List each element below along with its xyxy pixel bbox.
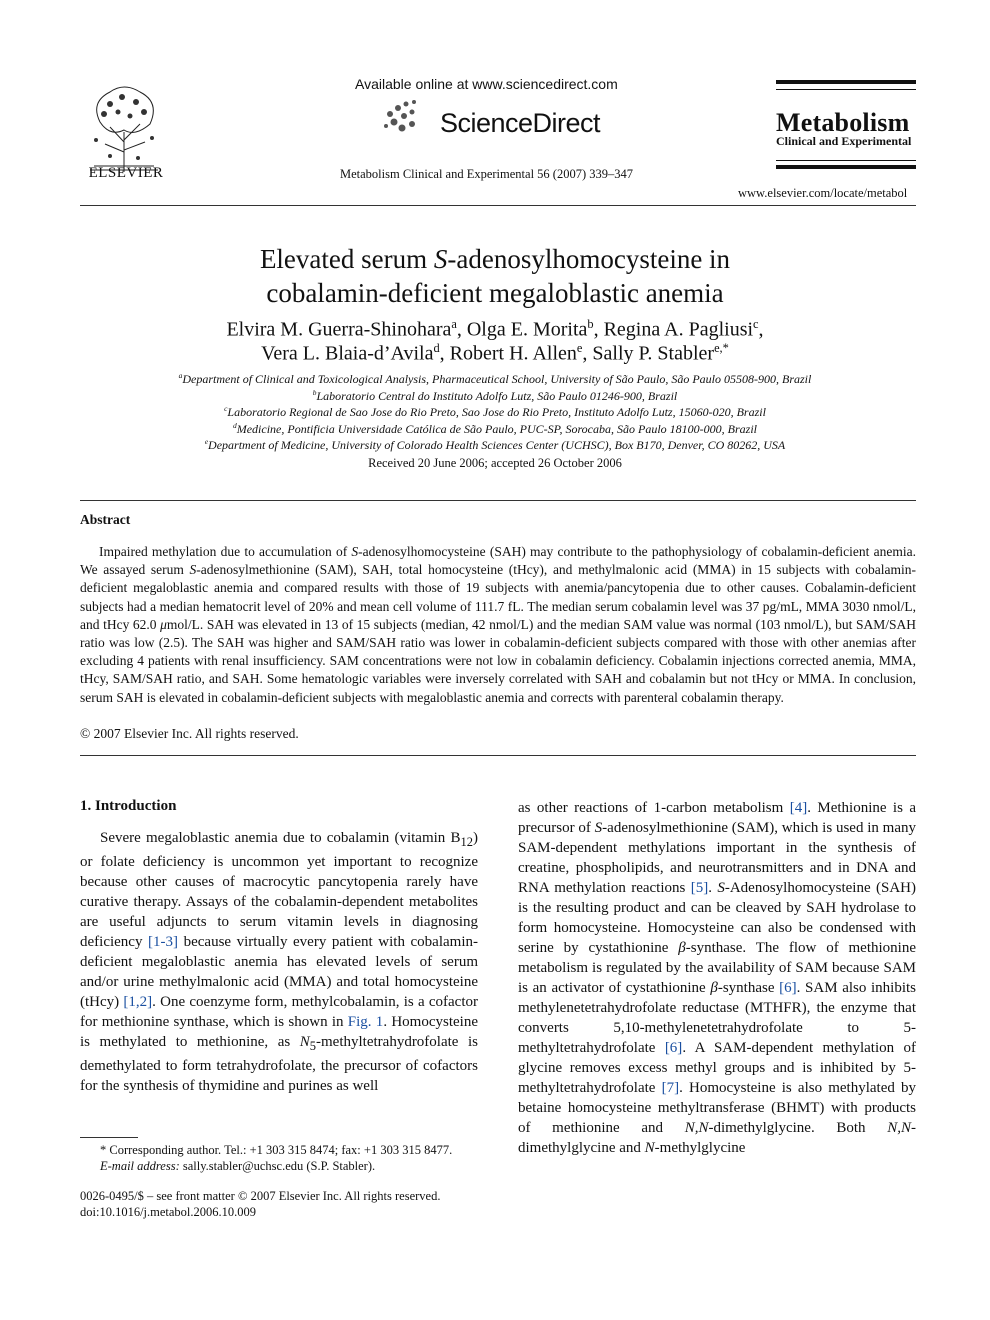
sciencedirect-wordmark: ScienceDirect	[440, 108, 601, 138]
available-online[interactable]: Available online at www.sciencedirect.com	[355, 76, 618, 92]
email-link[interactable]: sally.stabler@uchsc.edu (S.P. Stabler).	[179, 1159, 376, 1173]
journal-logo-subtitle: Clinical and Experimental	[776, 134, 912, 148]
section-heading-introduction: 1. Introduction	[80, 798, 177, 814]
sciencedirect-dots-icon	[382, 98, 422, 138]
header-divider	[80, 205, 916, 206]
author: Olga E. Morita	[466, 318, 588, 341]
doi-link[interactable]: doi:10.1016/j.metabol.2006.10.009	[80, 1205, 257, 1219]
footnote-rule	[80, 1137, 138, 1138]
abstract-text: Impaired methylation due to accumulation of S-adenosylhomocysteine (SAH) may contribute to the pathophysiology of cobalamin-deficient anemia. We assayed serum S-adenosylmethionine (SAM), SAH, total homocysteine (tHcy), and methylmalonic acid (MMA) in 15 subjects with cobalamin-deficient megaloblastic anemia and compared results with those of 19 subjects with anemia/pancytopenia due to other causes. Cobalamin-deficient subjects had a median hematocrit level of 20% and mean cell volume of 111.7 fL. The median serum cobalamin level was 37 pg/mL, MMA 3030 nmol/L, and tHcy 62.0 μmol/L. SAH was elevated in 13 of 15 subjects (median, 42 nmol/L) and the median SAM value was normal (103 nmol/L), but SAM/SAH ratio was low (2.5). The SAH was higher and SAM/SAH ratio was lower in cobalamin-deficient subjects compared with those with other anemias after excluding 4 patients with renal insufficiency. SAM concentrations were not low in cobalamin deficiency. Cobalamin injections corrected anemia, MMA, tHcy, SAM/SAH ratio, and SAH. Some hematologic variables were inversely correlated with SAH and cobalamin but not tHcy or MMA. In conclusion, serum SAH is elevated in cobalamin-deficient subjects with megaloblastic anemia and corrects with parenteral cobalamin therapy.	[80, 544, 916, 705]
body-column-right: as other reactions of 1-carbon metabolism [4]. Methionine is a precursor of S-adenosylmethionine (SAM), which is used in many SAM-dependent methylations important in the synthesis of creatine, phospholipids, and neurotransmitters and in DNA and RNA methylation reactions [5]. S-Adenosylhomocysteine (SAH) is the resulting product and can be cleaved by SAH hydrolase to form homocysteine. Homocysteine can also be condensed with serine by cystathionine β-synthase. The flow of methionine metabolism is regulated by the availability of SAM because SAM is an activator of cystathionine β-synthase [6]. SAM also inhibits methylenetetrahydrofolate reductase (MTHFR), the enzyme that converts 5,10-methylenetetrahydrofolate to 5-methyltetrahydrofolate [6]. A SAM-dependent methylation of glycine removes excess methyl groups and is inhibited by 5-methyltetrahydrofolate [7]. Homocysteine is also methylated by betaine homocysteine methyltransferase (BHMT) with products of methionine and N,N-dimethylglycine. Both N,N-dimethylglycine and N-methylglycine	[518, 800, 917, 1156]
authors-line2: Vera L. Blaia-d’Avila$^d$, Robert H. Allen$^e$, Sally P. Stabler$^{e,*}$	[261, 341, 729, 365]
journal-citation: Metabolism Clinical and Experimental 56 (2007) 339–347	[340, 167, 633, 181]
affiliation-c: $^c$Laboratorio Regional de Sao Jose do Rio Preto, Sao Jose do Rio Preto, Instituto Adolfo Lutz, 15060-020, Brazil	[224, 404, 766, 419]
affiliation-d: $^d$Medicine, Pontificia Universidade Católica de São Paulo, PUC-SP, Sorocaba, São Paulo 18100-000, Brazil	[233, 421, 757, 436]
author: Vera L. Blaia-d’Avila	[261, 342, 434, 365]
author: Robert H. Allen	[449, 342, 577, 365]
citation-link[interactable]: [6]	[779, 980, 797, 996]
citation-link[interactable]: [7]	[661, 1080, 680, 1096]
citation-link[interactable]: [4]	[789, 800, 808, 816]
email-note: E-mail address: sally.stabler@uchsc.edu (S.P. Stabler).	[100, 1159, 376, 1173]
publisher-name: ELSEVIER	[88, 165, 164, 181]
received-dates: Received 20 June 2006; accepted 26 October 2006	[368, 456, 622, 470]
affiliation-a: $^a$Department of Clinical and Toxicological Analysis, Pharmaceutical School, University of São Paulo, São Paulo 05508-900, Brazil	[178, 371, 812, 386]
journal-rule-top-thin	[776, 89, 916, 90]
affiliation-b: $^b$Laboratorio Central do Instituto Adolfo Lutz, São Paulo 01246-900, Brazil	[312, 388, 678, 403]
citation-link[interactable]: [6]	[664, 1040, 683, 1056]
citation-link[interactable]: [1-3]	[148, 934, 179, 950]
abstract-bottom-divider	[80, 755, 916, 756]
issn-line: 0026-0495/$ – see front matter © 2007 Elsevier Inc. All rights reserved.	[80, 1189, 441, 1203]
authors-line1: Elvira M. Guerra-Shinohara$^a$, Olga E. Morita$^b$, Regina A. Pagliusi$^c$,	[226, 317, 764, 341]
citation-link[interactable]: [5]	[690, 880, 709, 896]
abstract-copyright: © 2007 Elsevier Inc. All rights reserved.	[80, 726, 299, 741]
journal-rule-bottom-thin	[776, 160, 916, 161]
citation-link[interactable]: [1,2]	[123, 994, 153, 1010]
journal-url[interactable]: www.elsevier.com/locate/metabol	[738, 186, 908, 200]
journal-logo-title: Metabolism	[776, 108, 910, 137]
journal-rule-bottom	[776, 165, 916, 169]
author: Sally P. Stabler	[592, 342, 715, 365]
elsevier-tree-logo	[80, 82, 168, 178]
article-title-line1: Elevated serum S-adenosylhomocysteine in	[259, 244, 731, 274]
journal-rule-top	[776, 80, 916, 84]
body-column-left: Severe megaloblastic anemia due to cobalamin (vitamin $B_{12}$) or folate deficiency is uncommon yet important to recognize because other causes of macrocytic pancytopenia rarely have curative therapy. Assays of the cobalamin-dependent metabolites are useful adjuncts to serum vitamin levels in diagnosing deficiency [1-3] because virtually every patient with cobalamin-deficient megaloblastic anemia has elevated levels of serum and/or urine methylmalonic acid (MMA) and total homocysteine (tHcy) [1,2]. One coenzyme form, methylcobalamin, is a cofactor for methionine synthase, which is shown in Fig. 1. Homocysteine is methylated to methionine, as $N_5$-methyltetrahydrofolate is demethylated to form tetrahydrofolate, the precursor of cofactors for the synthesis of thymidine and purines as well	[80, 830, 479, 1094]
affiliation-e: $^e$Department of Medicine, University of Colorado Health Sciences Center (UCHSC), Box B170, Denver, CO 80262, USA	[204, 437, 786, 452]
corresponding-author-note: * Corresponding author. Tel.: +1 303 315 8474; fax: +1 303 315 8477.	[100, 1143, 453, 1157]
author: Elvira M. Guerra-Shinohara	[226, 318, 452, 341]
figure-link[interactable]: Fig. 1	[347, 1014, 384, 1030]
article-title-line2: cobalamin-deficient megaloblastic anemia	[266, 278, 724, 308]
abstract-top-divider	[80, 500, 916, 501]
abstract-heading: Abstract	[80, 512, 131, 527]
author: Regina A. Pagliusi	[603, 318, 754, 341]
